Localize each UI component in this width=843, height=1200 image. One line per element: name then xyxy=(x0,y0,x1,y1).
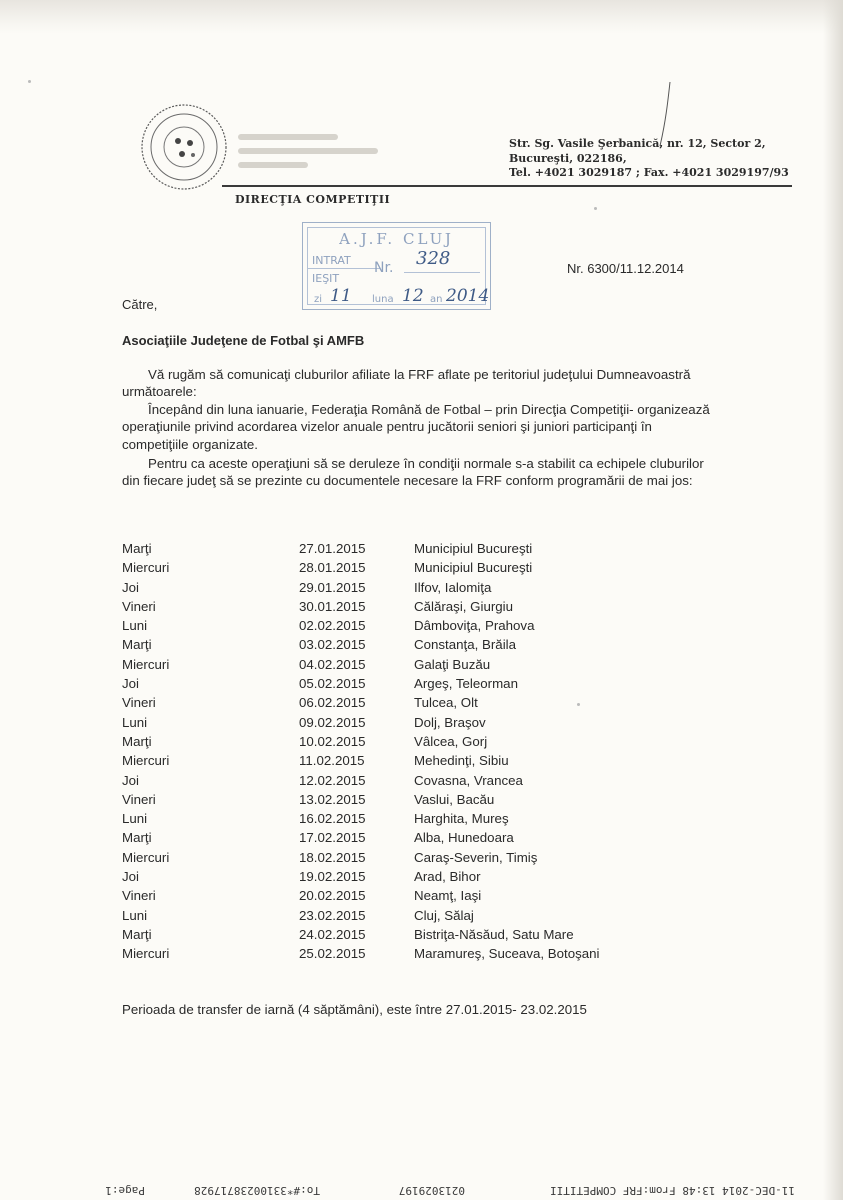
scan-speck xyxy=(594,207,597,210)
schedule-day: Luni xyxy=(122,714,148,730)
schedule-date: 18.02.2015 xyxy=(299,849,366,865)
schedule-day: Luni xyxy=(122,907,148,923)
transfer-note: Perioada de transfer de iarnă (4 săptămâni), este între 27.01.2015- 23.02.2015 xyxy=(122,1002,587,1017)
frf-logo xyxy=(140,103,228,191)
schedule-date: 24.02.2015 xyxy=(299,926,366,942)
schedule-counties: Vaslui, Bacău xyxy=(414,791,495,807)
schedule-date: 19.02.2015 xyxy=(299,869,366,885)
schedule-day: Joi xyxy=(122,676,139,692)
schedule-counties: Tulcea, Olt xyxy=(414,695,478,711)
stamp-nr-label: Nr. xyxy=(374,260,394,276)
schedule-day: Joi xyxy=(122,869,139,885)
stamp-nr-value: 328 xyxy=(416,248,451,269)
schedule-counties: Bistriţa-Năsăud, Satu Mare xyxy=(414,926,574,942)
recipient: Asociaţiile Judeţene de Fotbal şi AMFB xyxy=(122,333,365,348)
schedule-row xyxy=(122,732,600,751)
schedule-counties: Municipiul Bucureşti xyxy=(414,560,533,576)
schedule-row xyxy=(122,809,600,828)
schedule-counties: Dâmboviţa, Prahova xyxy=(414,618,535,634)
scan-edge-right xyxy=(823,0,843,1200)
stamp-date-row xyxy=(312,286,490,308)
paragraph: Începând din luna ianuarie, Federaţia Română de Fotbal – prin Direcţia Competiţii- organizează operaţiunile privind acordarea vizelor anuale pentru jucătorii seniori şi juniori participanţi în competiţiile organizate. xyxy=(122,401,710,452)
schedule-row xyxy=(122,886,600,905)
stamp-zi-value: 11 xyxy=(330,286,352,306)
stamp-title: A.J.F. CLUJ xyxy=(339,230,454,248)
schedule-row xyxy=(122,674,600,693)
schedule-date: 17.02.2015 xyxy=(299,830,366,846)
paragraph: Pentru ca aceste operaţiuni să se deruleze în condiţii normale s-a stabilit ca echipele cluburilor din fiecare judeţ să se prezinte cu documentele necesare la FRF conform programării de mai jos: xyxy=(122,456,704,489)
schedule-row xyxy=(122,906,600,925)
schedule-row xyxy=(122,578,600,597)
scan-speck xyxy=(28,80,31,83)
schedule-date: 06.02.2015 xyxy=(299,695,366,711)
department-title: DIRECŢIA COMPETIŢII xyxy=(235,193,391,206)
schedule-row xyxy=(122,635,600,654)
schedule-row xyxy=(122,713,600,732)
schedule-day: Luni xyxy=(122,618,148,634)
schedule-counties: Maramureş, Suceava, Botoşani xyxy=(414,946,600,962)
stamp-inner-border xyxy=(307,227,490,306)
schedule-counties: Harghita, Mureş xyxy=(414,811,509,827)
schedule-counties: Dolj, Braşov xyxy=(414,714,486,730)
faded-logo-text xyxy=(238,126,388,174)
schedule-day: Marţi xyxy=(122,733,152,749)
address-line: Bucureşti, 022186, xyxy=(509,151,627,165)
schedule-row xyxy=(122,848,600,867)
schedule-day: Miercuri xyxy=(122,753,170,769)
address-line: Tel. +4021 3029187 ; Fax. +4021 3029197/93 xyxy=(509,166,789,179)
scan-speck xyxy=(577,703,580,706)
schedule-counties: Neamţ, Iaşi xyxy=(414,888,482,904)
schedule-counties: Călăraşi, Giurgiu xyxy=(414,598,514,614)
stamp-iesit-label: IEŞIT xyxy=(312,272,340,285)
stamp-an-value: 2014 xyxy=(446,286,490,306)
schedule-day: Marţi xyxy=(122,926,152,942)
schedule-counties: Vâlcea, Gorj xyxy=(414,733,488,749)
schedule-row xyxy=(122,558,600,577)
schedule-day: Marţi xyxy=(122,541,152,556)
schedule-date: 30.01.2015 xyxy=(299,598,366,614)
fax-to: To:#*33100238717928 xyxy=(194,1184,320,1197)
stamp-intrat-label: INTRAT xyxy=(312,254,351,267)
schedule-date: 25.02.2015 xyxy=(299,946,366,962)
schedule-date: 20.02.2015 xyxy=(299,888,366,904)
schedule-date: 04.02.2015 xyxy=(299,656,366,672)
stamp-divider xyxy=(308,268,380,269)
schedule-date: 03.02.2015 xyxy=(299,637,366,653)
schedule-counties: Municipiul Bucureşti xyxy=(414,541,533,556)
schedule-date: 02.02.2015 xyxy=(299,618,366,634)
schedule-day: Vineri xyxy=(122,791,156,807)
schedule-day: Miercuri xyxy=(122,560,170,576)
address-block xyxy=(509,137,789,181)
schedule-counties: Alba, Hunedoara xyxy=(414,830,514,846)
fax-page: Page:1 xyxy=(105,1184,145,1197)
schedule-date: 10.02.2015 xyxy=(299,733,366,749)
schedule-day: Marţi xyxy=(122,830,152,846)
fax-timestamp: 11-DEC-2014 13:48 From:FRF COMPETITII xyxy=(549,1184,795,1197)
schedule-day: Miercuri xyxy=(122,849,170,865)
header-rule xyxy=(222,185,792,187)
registration-stamp xyxy=(302,222,491,310)
schedule-row xyxy=(122,944,600,963)
schedule-date: 16.02.2015 xyxy=(299,811,366,827)
schedule-counties: Constanţa, Brăila xyxy=(414,637,516,653)
schedule-day: Miercuri xyxy=(122,656,170,672)
schedule-day: Luni xyxy=(122,811,148,827)
schedule-date: 09.02.2015 xyxy=(299,714,366,730)
schedule-date: 11.02.2015 xyxy=(299,753,365,769)
stamp-luna-label: luna xyxy=(372,294,394,305)
schedule-date: 12.02.2015 xyxy=(299,772,366,788)
schedule-row xyxy=(122,867,600,886)
address-line: Str. Sg. Vasile Şerbanică, nr. 12, Sector 2, xyxy=(509,137,766,150)
salutation: Către, xyxy=(122,297,158,312)
schedule-counties: Mehedinţi, Sibiu xyxy=(414,753,509,769)
schedule-row xyxy=(122,828,600,847)
schedule-counties: Cluj, Sălaj xyxy=(414,907,474,923)
schedule-table xyxy=(122,539,600,964)
document-number: Nr. 6300/11.12.2014 xyxy=(567,261,684,276)
schedule-counties: Covasna, Vrancea xyxy=(414,772,523,788)
schedule-row xyxy=(122,655,600,674)
paragraph: Vă rugăm să comunicaţi cluburilor afiliate la FRF aflate pe teritoriul judeţului Dumneavoastră următoarele: xyxy=(122,367,691,400)
schedule-date: 23.02.2015 xyxy=(299,907,366,923)
schedule-counties: Galaţi Buzău xyxy=(414,656,491,672)
schedule-row xyxy=(122,790,600,809)
schedule-day: Joi xyxy=(122,772,139,788)
schedule-counties: Arad, Bihor xyxy=(414,869,481,885)
schedule-date: 29.01.2015 xyxy=(299,579,366,595)
schedule-counties: Caraş-Severin, Timiş xyxy=(414,849,538,865)
stamp-zi-label: zi xyxy=(314,294,323,305)
scan-edge-top xyxy=(0,0,843,34)
schedule-day: Vineri xyxy=(122,888,156,904)
schedule-date: 27.01.2015 xyxy=(299,541,366,556)
fax-number: 0213029197 xyxy=(398,1184,465,1197)
stamp-luna-value: 12 xyxy=(402,286,424,306)
schedule-row xyxy=(122,539,600,558)
fax-header xyxy=(95,1181,795,1197)
schedule-day: Vineri xyxy=(122,598,156,614)
schedule-row xyxy=(122,751,600,770)
schedule-date: 28.01.2015 xyxy=(299,560,366,576)
schedule-row xyxy=(122,616,600,635)
letter-body xyxy=(122,366,722,490)
schedule-day: Marţi xyxy=(122,637,152,653)
schedule-row xyxy=(122,771,600,790)
schedule-date: 05.02.2015 xyxy=(299,676,366,692)
stamp-an-label: an xyxy=(430,294,443,305)
schedule-day: Miercuri xyxy=(122,946,170,962)
schedule-row xyxy=(122,597,600,616)
schedule-counties: Argeş, Teleorman xyxy=(414,676,518,692)
schedule-counties: Ilfov, Ialomiţa xyxy=(414,579,492,595)
schedule-row xyxy=(122,693,600,712)
schedule-row xyxy=(122,925,600,944)
schedule-day: Vineri xyxy=(122,695,156,711)
schedule-day: Joi xyxy=(122,579,139,595)
schedule-date: 13.02.2015 xyxy=(299,791,366,807)
stamp-nr-line xyxy=(404,272,480,273)
